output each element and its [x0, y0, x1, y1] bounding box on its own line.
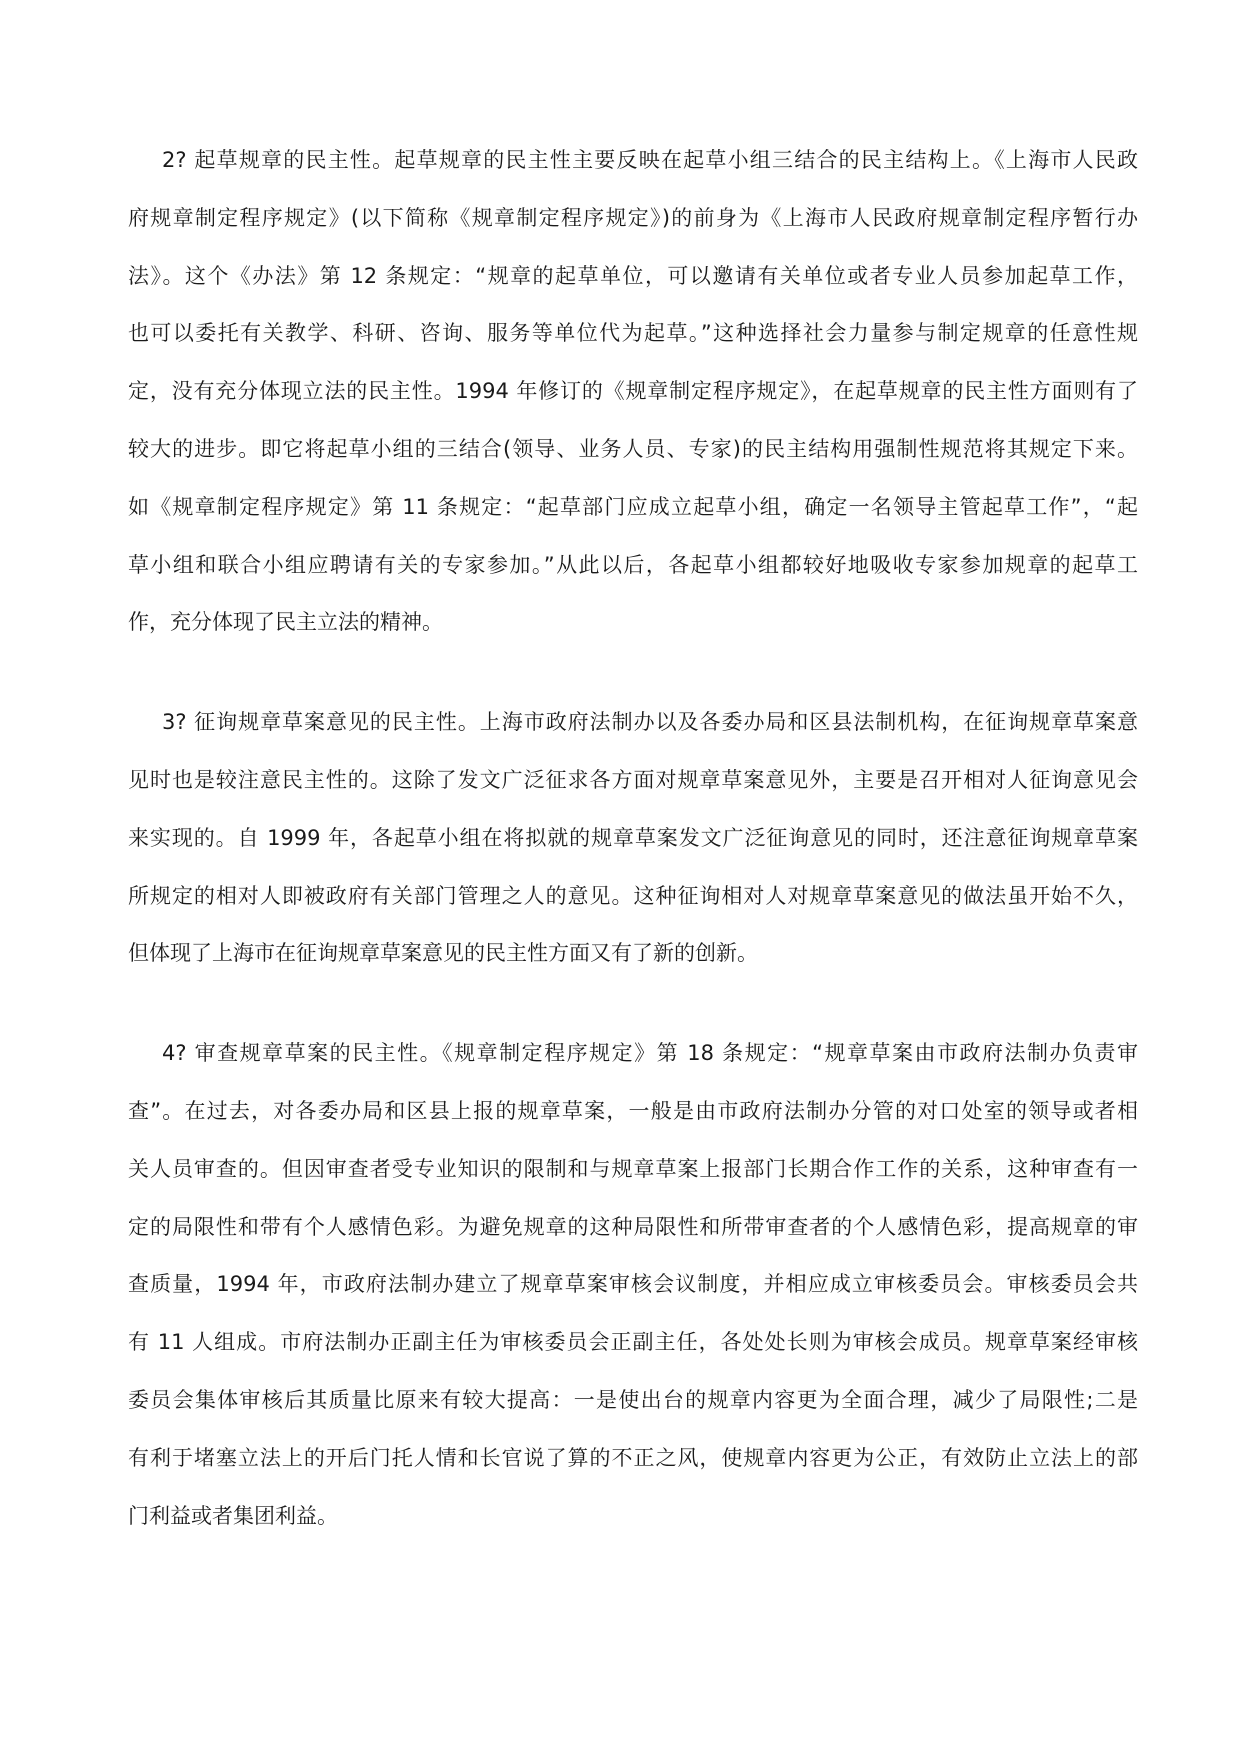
text-line: 草小组和联合小组应聘请有关的专家参加。”从此以后，各起草小组都较好地吸收专家参加规章的起草工	[128, 552, 1138, 577]
text-line: 查”。在过去，对各委办局和区县上报的规章草案，一般是由市政府法制办分管的对口处室的领导或者相	[128, 1098, 1138, 1123]
paragraph-review-democracy	[128, 1025, 1138, 1545]
text-line: 2? 起草规章的民主性。起草规章的民主性主要反映在起草小组三结合的民主结构上。《上海市人民政	[162, 148, 1138, 172]
text-line: 4? 审查规章草案的民主性。《规章制定程序规定》第 18 条规定：“规章草案由市政府法制办负责审	[162, 1041, 1138, 1066]
text-line: 如《规章制定程序规定》第 11 条规定：“起草部门应成立起草小组，确定一名领导主管起草工作”，“起	[128, 494, 1138, 519]
text-line: 来实现的。自 1999 年，各起草小组在将拟就的规章草案发文广泛征询意见的同时，还注意征询规章草案	[128, 825, 1138, 850]
text-line: 有 11 人组成。市府法制办正副主任为审核委员会正副主任，各处处长则为审核会成员。规章草案经审核	[128, 1330, 1138, 1355]
text-line: 较大的进步。即它将起草小组的三结合(领导、业务人员、专家)的民主结构用强制性规范将其规定下来。	[128, 436, 1138, 461]
text-line: 定，没有充分体现立法的民主性。1994 年修订的《规章制定程序规定》，在起草规章的民主性方面则有了	[128, 379, 1138, 404]
text-line: 查质量，1994 年，市政府法制办建立了规章草案审核会议制度，并相应成立审核委员会。审核委员会共	[128, 1272, 1138, 1297]
text-line: 作，充分体现了民主立法的精神。	[128, 610, 443, 635]
text-line: 府规章制定程序规定》(以下简称《规章制定程序规定》)的前身为《上海市人民政府规章制定程序暂行办	[128, 205, 1138, 230]
text-line: 定的局限性和带有个人感情色彩。为避免规章的这种局限性和所带审查者的个人感情色彩，提高规章的审	[128, 1214, 1138, 1239]
document-body	[128, 132, 1138, 1587]
text-line: 法》。这个《办法》第 12 条规定：“规章的起草单位，可以邀请有关单位或者专业人员参加起草工作，	[128, 263, 1138, 288]
text-line: 见时也是较注意民主性的。这除了发文广泛征求各方面对规章草案意见外，主要是召开相对人征询意见会	[128, 767, 1138, 792]
text-line: 所规定的相对人即被政府有关部门管理之人的意见。这种征询相对人对规章草案意见的做法虽开始不久，	[128, 883, 1138, 908]
paragraph-drafting-democracy	[128, 132, 1138, 652]
text-line: 也可以委托有关教学、科研、咨询、服务等单位代为起草。”这种选择社会力量参与制定规章的任意性规	[128, 321, 1138, 346]
text-line: 委员会集体审核后其质量比原来有较大提高：一是使出台的规章内容更为全面合理，减少了局限性;二是	[128, 1387, 1138, 1412]
paragraph-consultation-democracy	[128, 694, 1138, 983]
text-line: 门利益或者集团利益。	[128, 1503, 338, 1528]
text-line: 有利于堵塞立法上的开后门托人情和长官说了算的不正之风，使规章内容更为公正，有效防止立法上的部	[128, 1445, 1138, 1470]
text-line: 但体现了上海市在征询规章草案意见的民主性方面又有了新的创新。	[128, 941, 758, 966]
text-line: 关人员审查的。但因审查者受专业知识的限制和与规章草案上报部门长期合作工作的关系，这种审查有一	[128, 1156, 1138, 1181]
text-line: 3? 征询规章草案意见的民主性。上海市政府法制办以及各委办局和区县法制机构，在征询规章草案意	[162, 710, 1138, 735]
